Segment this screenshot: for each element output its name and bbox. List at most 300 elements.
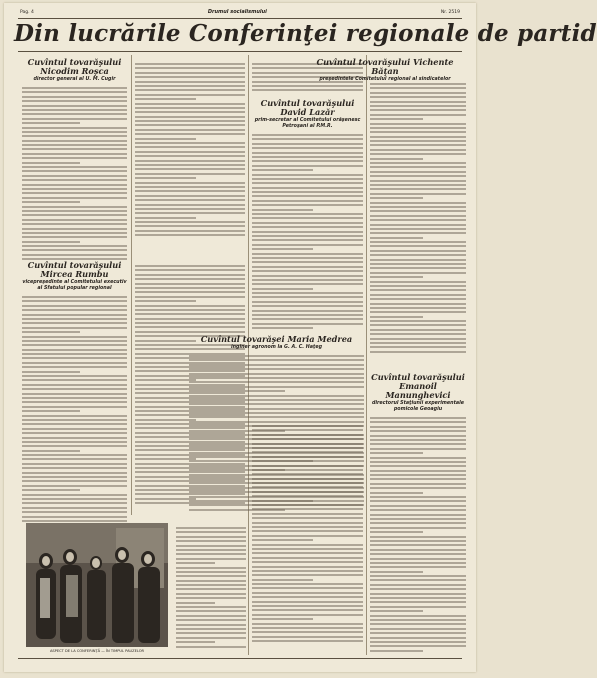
text-line (22, 485, 127, 487)
text-line (252, 469, 363, 471)
text-line (176, 615, 246, 617)
text-line (370, 584, 466, 586)
text-line (22, 437, 127, 439)
text-line (22, 305, 127, 307)
article-title: Cuvîntul tovarăşului David Lazăr (260, 98, 355, 117)
text-line (176, 540, 246, 542)
text-line (22, 327, 127, 329)
text-line (370, 276, 423, 278)
text-line (176, 628, 246, 630)
text-line (252, 504, 363, 506)
text-line (370, 628, 466, 630)
text-line (22, 480, 127, 482)
text-line (370, 588, 466, 590)
text-line (252, 447, 363, 449)
text-line (22, 127, 127, 129)
text-line (370, 272, 466, 274)
text-line (22, 153, 127, 155)
article-rosca-continued (135, 59, 245, 259)
text-line (370, 237, 423, 239)
text-line (135, 318, 245, 320)
text-line (370, 83, 466, 85)
text-line (176, 527, 246, 529)
text-line (370, 518, 466, 520)
text-line (370, 329, 466, 331)
text-line (22, 467, 127, 469)
text-line (135, 124, 245, 126)
text-line (22, 100, 127, 102)
text-line (370, 435, 466, 437)
text-line (370, 483, 466, 485)
article-subtitle: vicepreşedinte al Comitetului executiv al Sfatului popular regional (22, 280, 127, 291)
issue-number: Nr. 2519 (440, 9, 460, 15)
text-line (370, 158, 423, 160)
text-line (370, 206, 466, 208)
text-line (22, 476, 127, 478)
text-line (370, 571, 423, 573)
article-title: Cuvîntul tovarăşei Maria Medrea (200, 334, 353, 344)
text-line (370, 637, 466, 639)
text-line (22, 179, 127, 181)
text-line (135, 199, 245, 201)
text-line (135, 186, 245, 188)
conference-photo (26, 523, 168, 647)
text-line (252, 486, 363, 488)
text-line (176, 575, 246, 577)
article-body (370, 417, 466, 652)
text-line (135, 76, 245, 78)
text-line (135, 107, 245, 109)
text-line (370, 461, 466, 463)
text-line (370, 610, 423, 612)
text-line (370, 245, 466, 247)
text-line (22, 463, 127, 465)
text-line (135, 89, 245, 91)
text-line (22, 353, 127, 355)
text-line (22, 144, 127, 146)
text-line (22, 401, 127, 403)
text-line (370, 215, 466, 217)
text-line (135, 120, 245, 122)
text-line (370, 281, 466, 283)
text-line (252, 535, 363, 537)
text-line (189, 395, 364, 397)
text-line (252, 460, 313, 462)
text-line (22, 184, 127, 186)
text-line (252, 601, 363, 603)
photo-caption: ASPECT DE LA CONFERINŢĂ — ÎN TIMPUL PAUZELOR (49, 649, 145, 653)
text-line (22, 336, 127, 338)
text-line (135, 98, 196, 100)
text-line (252, 482, 363, 484)
text-line (22, 340, 127, 342)
text-line (135, 212, 245, 214)
text-line (252, 513, 363, 515)
header-rule (18, 18, 462, 19)
text-line (370, 470, 466, 472)
text-line (135, 313, 245, 315)
text-line (370, 417, 466, 419)
text-line (252, 596, 363, 598)
text-line (370, 320, 466, 322)
text-line (135, 103, 245, 105)
text-line (252, 640, 363, 642)
text-line (189, 412, 364, 414)
text-line (252, 561, 363, 563)
text-line (370, 452, 423, 454)
text-line (135, 230, 245, 232)
article-body (135, 63, 245, 236)
text-line (252, 526, 363, 528)
text-line (370, 487, 466, 489)
text-line (176, 580, 246, 582)
article-batan-body (370, 79, 466, 364)
text-line (22, 131, 127, 133)
text-line (22, 201, 80, 203)
text-line (176, 602, 215, 604)
text-line (135, 274, 245, 276)
text-line (176, 641, 215, 643)
text-line (22, 450, 80, 452)
text-line (22, 357, 127, 359)
text-line (135, 221, 245, 223)
text-line (252, 495, 363, 497)
text-line (22, 498, 127, 500)
text-line (135, 340, 196, 342)
text-line (22, 135, 127, 137)
text-line (370, 131, 466, 133)
article-body (22, 87, 127, 260)
text-line (189, 373, 364, 375)
text-line (22, 109, 127, 111)
text-line (252, 636, 363, 638)
text-line (370, 426, 466, 428)
text-line (252, 456, 363, 458)
text-line (22, 197, 127, 199)
text-line (189, 390, 285, 392)
text-line (252, 605, 363, 607)
text-line (189, 359, 364, 361)
text-line (370, 87, 466, 89)
text-line (135, 265, 245, 267)
text-line (370, 289, 466, 291)
text-line (22, 388, 127, 390)
text-line (176, 597, 246, 599)
text-line (22, 379, 127, 381)
text-line (252, 548, 363, 550)
text-line (370, 575, 466, 577)
text-line (370, 307, 466, 309)
text-line (135, 326, 245, 328)
text-line (22, 397, 127, 399)
text-line (370, 210, 466, 212)
text-line (252, 425, 363, 427)
article-title: Cuvîntul tovarăşului Nicodim Roşca (27, 57, 122, 76)
text-line (370, 294, 466, 296)
text-line (135, 63, 245, 65)
text-line (22, 314, 127, 316)
text-line (22, 219, 127, 221)
text-line (370, 144, 466, 146)
text-line (176, 536, 246, 538)
text-line (370, 593, 466, 595)
text-line (135, 309, 245, 311)
text-line (370, 92, 466, 94)
text-line (252, 618, 313, 620)
text-line (176, 571, 246, 573)
text-line (189, 377, 364, 379)
text-line (370, 153, 466, 155)
text-line (22, 322, 127, 324)
text-line (370, 619, 466, 621)
text-line (370, 645, 466, 647)
text-line (22, 375, 127, 377)
text-line (22, 254, 127, 256)
text-line (370, 443, 466, 445)
text-line (22, 366, 127, 368)
text-line (252, 508, 363, 510)
text-line (370, 351, 466, 353)
text-line (135, 81, 245, 83)
text-line (370, 492, 423, 494)
text-line (370, 346, 466, 348)
text-line (252, 473, 363, 475)
text-line (135, 155, 245, 157)
text-line (176, 606, 246, 608)
text-line (22, 511, 127, 513)
text-line (135, 283, 245, 285)
text-line (135, 208, 245, 210)
text-line (22, 162, 80, 164)
article-title: Cuvîntul tovarăşului Mircea Rumbu (27, 260, 122, 279)
text-line (252, 443, 363, 445)
headline-rule (18, 51, 462, 52)
text-line (370, 615, 466, 617)
text-line (22, 170, 127, 172)
text-line (370, 241, 466, 243)
text-line (370, 514, 466, 516)
text-line (370, 127, 466, 129)
text-line (370, 259, 466, 261)
text-line (135, 296, 245, 298)
text-line (22, 331, 80, 333)
text-line (22, 344, 127, 346)
text-line (370, 333, 466, 335)
text-line (370, 263, 466, 265)
text-line (252, 478, 363, 480)
text-line (370, 505, 466, 507)
text-line (22, 223, 127, 225)
text-line (176, 588, 246, 590)
text-line (370, 421, 466, 423)
text-line (370, 579, 466, 581)
text-line (370, 101, 466, 103)
text-line (135, 116, 245, 118)
text-line (370, 430, 466, 432)
text-line (135, 129, 245, 131)
article-subtitle: directorul Staţiunii experimentale pomicole Geoagiu (371, 401, 465, 412)
article-rumbu (22, 261, 127, 516)
text-line (370, 457, 466, 459)
text-line (370, 232, 466, 234)
text-line (176, 584, 246, 586)
text-line (370, 597, 466, 599)
text-line (370, 536, 466, 538)
text-line (176, 632, 246, 634)
text-line (189, 368, 364, 370)
text-line (22, 228, 127, 230)
text-line (370, 171, 466, 173)
text-line (370, 202, 466, 204)
text-line (22, 458, 127, 460)
text-line (370, 114, 466, 116)
text-line (189, 403, 364, 405)
text-line (189, 416, 364, 418)
article-body (252, 425, 363, 642)
text-line (189, 381, 364, 383)
article-manunghevici (370, 373, 466, 653)
article-rosca (22, 58, 127, 258)
text-line (370, 342, 466, 344)
article-subtitle: prim-secretar al Comitetului orăşenesc Petroşani al P.M.R. (254, 118, 361, 129)
text-line (135, 300, 196, 302)
text-line (135, 67, 245, 69)
text-line (135, 195, 245, 197)
page-headline: Din lucrările Conferinţei regionale de partid (14, 20, 597, 47)
text-line (135, 217, 196, 219)
text-line (370, 175, 466, 177)
text-line (252, 552, 363, 554)
text-line (135, 291, 245, 293)
newspaper-name: Drumul socialismului (207, 9, 267, 15)
text-line (135, 278, 245, 280)
text-line (370, 566, 466, 568)
text-line (22, 236, 127, 238)
text-line (22, 507, 127, 509)
text-line (22, 214, 127, 216)
text-line (135, 85, 245, 87)
article-subtitle: inginer agronom la G. A. C. Haţeg (230, 345, 323, 350)
text-line (22, 445, 127, 447)
text-line (176, 646, 246, 648)
text-line (252, 566, 363, 568)
text-line (370, 303, 466, 305)
text-line (370, 149, 466, 151)
text-line (135, 379, 196, 381)
text-line (370, 522, 466, 524)
text-line (370, 439, 466, 441)
text-line (370, 500, 466, 502)
text-line (370, 123, 466, 125)
text-line (252, 500, 313, 502)
text-line (370, 650, 423, 652)
text-line (189, 386, 364, 388)
text-line (370, 623, 466, 625)
text-line (135, 190, 245, 192)
text-line (370, 338, 466, 340)
text-line (370, 250, 466, 252)
text-line (252, 465, 363, 467)
text-line (370, 188, 466, 190)
article-body (370, 83, 466, 353)
text-line (135, 164, 245, 166)
text-line (370, 324, 466, 326)
text-line (135, 331, 245, 333)
text-line (135, 182, 245, 184)
text-line (22, 118, 127, 120)
text-line (22, 472, 127, 474)
text-line (22, 157, 127, 159)
text-line (22, 406, 127, 408)
text-line (22, 432, 127, 434)
text-line (135, 173, 245, 175)
text-line (370, 180, 466, 182)
text-line (176, 593, 246, 595)
text-line (370, 465, 466, 467)
text-line (252, 623, 363, 625)
article-title: Cuvîntul tovarăşului Vichente Băţan (316, 57, 454, 76)
text-line (252, 592, 363, 594)
column-rule (131, 55, 132, 515)
text-line (176, 562, 215, 564)
text-line (370, 298, 466, 300)
text-line (135, 146, 245, 148)
text-line (22, 428, 127, 430)
text-line (370, 118, 423, 120)
text-line (22, 96, 127, 98)
text-line (252, 544, 363, 546)
text-line (135, 72, 245, 74)
text-line (189, 408, 364, 410)
text-line (135, 151, 245, 153)
text-line (22, 245, 127, 247)
text-line (370, 162, 466, 164)
text-line (135, 138, 196, 140)
text-line (370, 166, 466, 168)
text-line (22, 87, 127, 89)
text-line (370, 641, 466, 643)
text-line (135, 419, 196, 421)
text-line (252, 609, 363, 611)
text-line (252, 517, 363, 519)
article-continued-bottom (176, 523, 246, 653)
text-line (370, 448, 466, 450)
text-line (135, 133, 245, 135)
text-line (370, 601, 466, 603)
text-line (22, 393, 127, 395)
newspaper-page (4, 3, 597, 672)
text-line (370, 193, 466, 195)
text-line (370, 509, 466, 511)
text-line (22, 502, 127, 504)
text-line (22, 113, 127, 115)
text-line (22, 371, 80, 373)
text-line (22, 188, 127, 190)
text-line (135, 94, 245, 96)
text-line (135, 177, 196, 179)
text-line (370, 478, 466, 480)
text-line (22, 249, 127, 251)
text-line (189, 364, 364, 366)
text-line (22, 206, 127, 208)
text-line (370, 224, 466, 226)
text-line (252, 429, 363, 431)
text-line (370, 228, 466, 230)
text-line (176, 637, 246, 639)
text-line (252, 539, 313, 541)
text-line (22, 419, 127, 421)
text-line (22, 192, 127, 194)
